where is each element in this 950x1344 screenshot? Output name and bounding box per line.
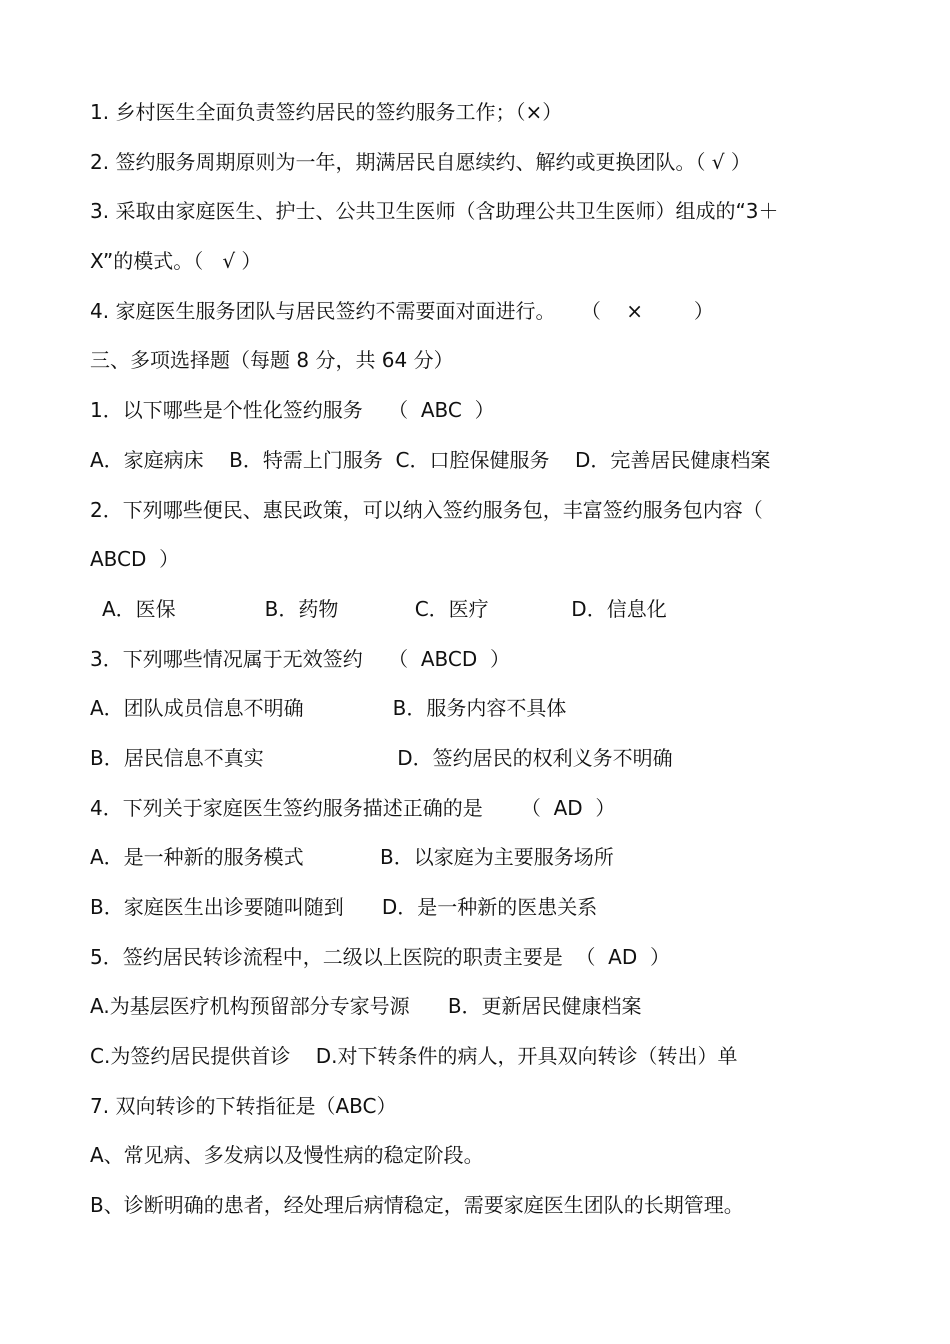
section-heading: 三、多项选择题（每题 8 分，共 64 分） <box>90 348 454 373</box>
options-line: A．是一种新的服务模式 B．以家庭为主要服务场所 <box>90 845 614 870</box>
options-line: C.为签约居民提供首诊 D.对下转条件的病人，开具双向转诊（转出）单 <box>90 1044 738 1069</box>
options-line: B．家庭医生出诊要随叫随到 D．是一种新的医患关系 <box>90 895 598 919</box>
text-line: 3. 采取由家庭医生、护士、公共卫生医师（含助理公共卫生医师）组成的“3＋ <box>90 199 779 224</box>
options-line: A.为基层医疗机构预留部分专家号源 B．更新居民健康档案 <box>90 994 642 1019</box>
options-line: A．团队成员信息不明确 B．服务内容不具体 <box>90 696 567 721</box>
options-line: A、常见病、多发病以及慢性病的稳定阶段。 <box>90 1143 484 1168</box>
text-line: 4. 家庭医生服务团队与居民签约不需要面对面进行。 （ × ） <box>90 298 714 323</box>
question-line: 1．以下哪些是个性化签约服务 （ ABC ） <box>90 398 495 423</box>
text-line: 2. 签约服务周期原则为一年，期满居民自愿续约、解约或更换团队。（ √ ） <box>90 149 751 174</box>
question-line: 3．下列哪些情况属于无效签约 （ ABCD ） <box>90 646 510 671</box>
question-line: 5．签约居民转诊流程中，二级以上医院的职责主要是 （ AD ） <box>90 944 670 969</box>
answer-line: ABCD ） <box>90 547 180 572</box>
text-line: X”的模式。（ √ ） <box>90 249 262 274</box>
text-line: 1. 乡村医生全面负责签约居民的签约服务工作；（×） <box>90 100 563 124</box>
question-line: 4．下列关于家庭医生签约服务描述正确的是 （ AD ） <box>90 795 616 820</box>
question-line: 7. 双向转诊的下转指征是（ABC） <box>90 1093 397 1118</box>
options-line: A．家庭病床 B．特需上门服务 C．口腔保健服务 D．完善居民健康档案 <box>90 447 771 472</box>
options-line: B．居民信息不真实 D．签约居民的权利义务不明确 <box>90 745 673 770</box>
options-line: B、诊断明确的患者，经处理后病情稳定，需要家庭医生团队的长期管理。 <box>90 1193 744 1218</box>
document-body <box>90 88 880 1231</box>
options-line: A．医保 B．药物 C．医疗 D．信息化 <box>102 596 667 621</box>
question-line: 2．下列哪些便民、惠民政策，可以纳入签约服务包，丰富签约服务包内容（ <box>90 497 763 522</box>
